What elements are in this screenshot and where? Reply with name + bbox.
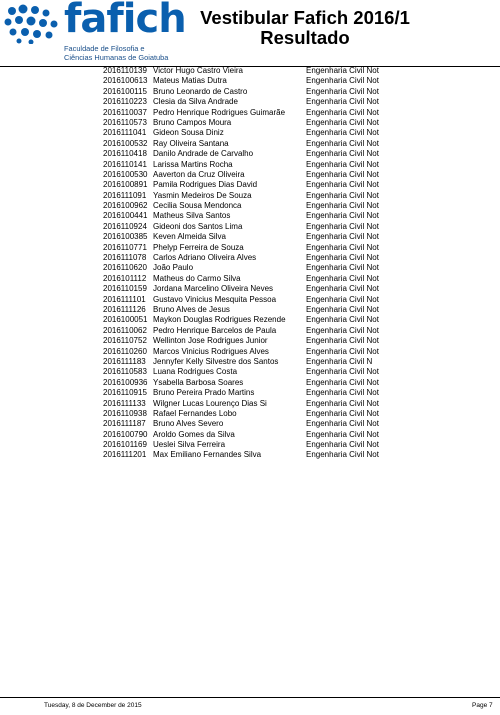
candidate-course: Engenharia Civil Not bbox=[306, 107, 379, 117]
candidate-id: 2016110583 bbox=[103, 367, 147, 377]
result-row bbox=[0, 399, 500, 409]
candidate-name: Ysabella Barbosa Soares bbox=[153, 377, 244, 387]
candidate-course: Engenharia Civil Not bbox=[306, 294, 379, 304]
candidate-course: Engenharia Civil Not bbox=[306, 66, 379, 75]
result-row bbox=[0, 274, 500, 284]
candidate-id: 2016110752 bbox=[103, 336, 147, 346]
candidate-name: Pamila Rodrigues Dias David bbox=[153, 180, 258, 190]
result-row bbox=[0, 76, 500, 86]
candidate-id: 2016111133 bbox=[103, 398, 146, 408]
candidate-id: 2016111201 bbox=[103, 450, 147, 460]
candidate-name: Matheus do Carmo Silva bbox=[153, 273, 241, 283]
candidate-name: Maykon Douglas Rodrigues Rezende bbox=[153, 315, 286, 325]
candidate-name: Keven Almeida Silva bbox=[153, 232, 226, 242]
candidate-id: 2016100891 bbox=[103, 180, 148, 190]
candidate-name: Phelyp Ferreira de Souza bbox=[153, 242, 244, 252]
candidate-name: Yasmin Medeiros De Souza bbox=[153, 190, 252, 200]
result-row bbox=[0, 347, 500, 357]
candidate-name: Pedro Henrique Rodrigues Guimarãe bbox=[153, 107, 286, 117]
result-row bbox=[0, 430, 500, 440]
candidate-name: Danilo Andrade de Carvalho bbox=[153, 149, 254, 159]
candidate-course: Engenharia Civil Not bbox=[306, 149, 379, 159]
candidate-course: Engenharia Civil Not bbox=[306, 211, 379, 221]
candidate-course: Engenharia Civil Not bbox=[306, 440, 379, 450]
candidate-id: 2016100613 bbox=[103, 76, 148, 86]
result-row bbox=[0, 326, 500, 336]
title-block bbox=[185, 8, 425, 48]
candidate-course: Engenharia Civil Not bbox=[306, 429, 379, 439]
candidate-id: 2016110037 bbox=[103, 107, 147, 117]
result-row bbox=[0, 160, 500, 170]
candidate-course: Engenharia Civil Not bbox=[306, 232, 379, 242]
result-row bbox=[0, 139, 500, 149]
candidate-id: 2016111091 bbox=[103, 190, 147, 200]
candidate-id: 2016100441 bbox=[103, 211, 148, 221]
candidate-name: Pedro Henrique Barcelos de Paula bbox=[153, 325, 277, 335]
candidate-name: Jennyfer Kelly Silvestre dos Santos bbox=[153, 356, 279, 366]
footer-date: Tuesday, 8 de December de 2015 bbox=[44, 702, 142, 709]
candidate-course: Engenharia Civil Not bbox=[306, 304, 379, 314]
candidate-course: Engenharia Civil Not bbox=[306, 86, 379, 96]
candidate-course: Engenharia Civil Not bbox=[306, 138, 379, 148]
candidate-course: Engenharia Civil Not bbox=[306, 117, 379, 127]
result-row bbox=[0, 87, 500, 97]
candidate-course: Engenharia Civil Not bbox=[306, 242, 379, 252]
candidate-name: Ray Oliveira Santana bbox=[153, 138, 229, 148]
candidate-course: Engenharia Civil Not bbox=[306, 336, 379, 346]
fafich-logo-mark-icon bbox=[2, 4, 62, 44]
candidate-name: Carlos Adriano Oliveira Alves bbox=[153, 253, 257, 263]
candidate-name: Bruno Leonardo de Castro bbox=[153, 86, 248, 96]
candidate-id: 2016111187 bbox=[103, 419, 146, 429]
candidate-course: Engenharia Civil Not bbox=[306, 315, 379, 325]
result-row bbox=[0, 180, 500, 190]
candidate-id: 2016110223 bbox=[103, 97, 147, 107]
candidate-id: 2016110260 bbox=[103, 346, 147, 356]
candidate-name: Matheus Silva Santos bbox=[153, 211, 231, 221]
candidate-name: Aroldo Gomes da Silva bbox=[153, 429, 235, 439]
result-row bbox=[0, 388, 500, 398]
candidate-course: Engenharia Civil Not bbox=[306, 128, 379, 138]
result-row bbox=[0, 243, 500, 253]
result-row bbox=[0, 305, 500, 315]
candidate-id: 2016100532 bbox=[103, 138, 148, 148]
candidate-id: 2016100115 bbox=[103, 86, 147, 96]
candidate-name: Marcos Vinicius Rodrigues Alves bbox=[153, 346, 269, 356]
result-row bbox=[0, 409, 500, 419]
logo-subtitle-line1: Faculdade de Filosofia e bbox=[64, 44, 145, 53]
candidate-id: 2016110771 bbox=[103, 242, 147, 252]
result-row bbox=[0, 284, 500, 294]
page-number: Page 7 bbox=[472, 702, 493, 709]
candidate-course: Engenharia Civil Not bbox=[306, 221, 379, 231]
page-subtitle: Resultado bbox=[260, 27, 350, 48]
result-row bbox=[0, 336, 500, 346]
candidate-course: Engenharia Civil Not bbox=[306, 190, 379, 200]
candidate-course: Engenharia Civil Not bbox=[306, 408, 379, 418]
result-row bbox=[0, 357, 500, 367]
result-row bbox=[0, 378, 500, 388]
candidate-id: 2016111078 bbox=[103, 253, 147, 263]
result-row bbox=[0, 211, 500, 221]
logo-subtitle bbox=[64, 45, 204, 62]
candidate-course: Engenharia Civil Not bbox=[306, 76, 379, 86]
candidate-id: 2016100530 bbox=[103, 169, 148, 179]
candidate-name: Bruno Alves de Jesus bbox=[153, 304, 230, 314]
result-row bbox=[0, 315, 500, 325]
result-row bbox=[0, 170, 500, 180]
result-row bbox=[0, 201, 500, 211]
candidate-name: Max Emiliano Fernandes Silva bbox=[153, 450, 262, 460]
candidate-id: 2016110620 bbox=[103, 263, 147, 273]
result-row bbox=[0, 263, 500, 273]
candidate-course: Engenharia Civil Not bbox=[306, 367, 379, 377]
candidate-name: Bruno Alves Severo bbox=[153, 419, 224, 429]
candidate-id: 2016110418 bbox=[103, 149, 147, 159]
candidate-course: Engenharia Civil Not bbox=[306, 377, 379, 387]
candidate-name: Wilgner Lucas Lourenço Dias Si bbox=[153, 398, 267, 408]
candidate-name: Mateus Matias Dutra bbox=[153, 76, 227, 86]
candidate-course: Engenharia Civil Not bbox=[306, 169, 379, 179]
footer-divider bbox=[0, 697, 500, 698]
candidate-course: Engenharia Civil Not bbox=[306, 159, 379, 169]
candidate-course: Engenharia Civil Not bbox=[306, 325, 379, 335]
candidate-id: 2016100051 bbox=[103, 315, 148, 325]
page-header bbox=[0, 0, 500, 66]
candidate-id: 2016100385 bbox=[103, 232, 148, 242]
result-row bbox=[0, 66, 500, 76]
result-row bbox=[0, 191, 500, 201]
candidate-id: 2016100962 bbox=[103, 201, 148, 211]
candidate-id: 2016100936 bbox=[103, 377, 148, 387]
candidate-id: 2016110938 bbox=[103, 408, 147, 418]
candidate-id: 2016110573 bbox=[103, 117, 147, 127]
candidate-name: Wellinton Jose Rodrigues Junior bbox=[153, 336, 268, 346]
candidate-id: 2016110924 bbox=[103, 221, 147, 231]
candidate-name: Jordana Marcelino Oliveira Neves bbox=[153, 284, 274, 294]
candidate-name: Gideon Sousa Diniz bbox=[153, 128, 224, 138]
candidate-id: 2016101169 bbox=[103, 440, 147, 450]
result-row bbox=[0, 118, 500, 128]
candidate-course: Engenharia Civil Not bbox=[306, 419, 379, 429]
candidate-name: Aaverton da Cruz Oliveira bbox=[153, 169, 245, 179]
candidate-name: Victor Hugo Castro Vieira bbox=[153, 66, 243, 75]
result-row bbox=[0, 419, 500, 429]
candidate-course: Engenharia Civil Not bbox=[306, 97, 379, 107]
candidate-id: 2016111101 bbox=[103, 294, 146, 304]
candidate-name: Clesia da Silva Andrade bbox=[153, 97, 238, 107]
candidate-name: Ueslei Silva Ferreira bbox=[153, 440, 226, 450]
candidate-course: Engenharia Civil Not bbox=[306, 450, 379, 460]
result-row bbox=[0, 97, 500, 107]
candidate-name: Luana Rodrigues Costa bbox=[153, 367, 238, 377]
result-row bbox=[0, 295, 500, 305]
result-row bbox=[0, 253, 500, 263]
candidate-name: João Paulo bbox=[153, 263, 194, 273]
results-list bbox=[0, 66, 500, 461]
candidate-course: Engenharia Civil Not bbox=[306, 284, 379, 294]
result-row bbox=[0, 149, 500, 159]
candidate-id: 2016111041 bbox=[103, 128, 147, 138]
candidate-course: Engenharia Civil Not bbox=[306, 346, 379, 356]
candidate-id: 2016110915 bbox=[103, 388, 147, 398]
candidate-course: Engenharia Civil Not bbox=[306, 180, 379, 190]
candidate-course: Engenharia Civil Not bbox=[306, 263, 379, 273]
candidate-name: Gideoni dos Santos Lima bbox=[153, 221, 243, 231]
candidate-id: 2016111126 bbox=[103, 304, 146, 314]
result-row bbox=[0, 222, 500, 232]
logo-wordmark: fafich bbox=[64, 0, 186, 42]
result-row bbox=[0, 367, 500, 377]
candidate-id: 2016110139 bbox=[103, 66, 147, 75]
candidate-id: 2016110062 bbox=[103, 325, 147, 335]
result-row bbox=[0, 128, 500, 138]
candidate-name: Bruno Pereira Prado Martins bbox=[153, 388, 255, 398]
fafich-logo bbox=[2, 2, 202, 62]
candidate-name: Rafael Fernandes Lobo bbox=[153, 408, 237, 418]
candidate-name: Cecilia Sousa Mendonca bbox=[153, 201, 242, 211]
candidate-course: Engenharia Civil Not bbox=[306, 253, 379, 263]
logo-subtitle-line2: Ciências Humanas de Goiatuba bbox=[64, 52, 169, 62]
candidate-id: 2016100790 bbox=[103, 429, 148, 439]
candidate-id: 2016111183 bbox=[103, 356, 146, 366]
candidate-course: Engenharia Civil N bbox=[306, 356, 373, 366]
candidate-name: Bruno Campos Moura bbox=[153, 117, 232, 127]
candidate-id: 2016101112 bbox=[103, 273, 147, 283]
result-row bbox=[0, 450, 500, 460]
result-row bbox=[0, 108, 500, 118]
candidate-course: Engenharia Civil Not bbox=[306, 201, 379, 211]
candidate-id: 2016110159 bbox=[103, 284, 147, 294]
candidate-name: Larissa Martins Rocha bbox=[153, 159, 233, 169]
candidate-name: Gustavo Vinicius Mesquita Pessoa bbox=[153, 294, 277, 304]
result-row bbox=[0, 232, 500, 242]
page-title: Vestibular Fafich 2016/1 bbox=[200, 7, 410, 28]
result-row bbox=[0, 440, 500, 450]
candidate-course: Engenharia Civil Not bbox=[306, 273, 379, 283]
candidate-course: Engenharia Civil Not bbox=[306, 388, 379, 398]
candidate-course: Engenharia Civil Not bbox=[306, 398, 379, 408]
candidate-id: 2016110141 bbox=[103, 159, 147, 169]
